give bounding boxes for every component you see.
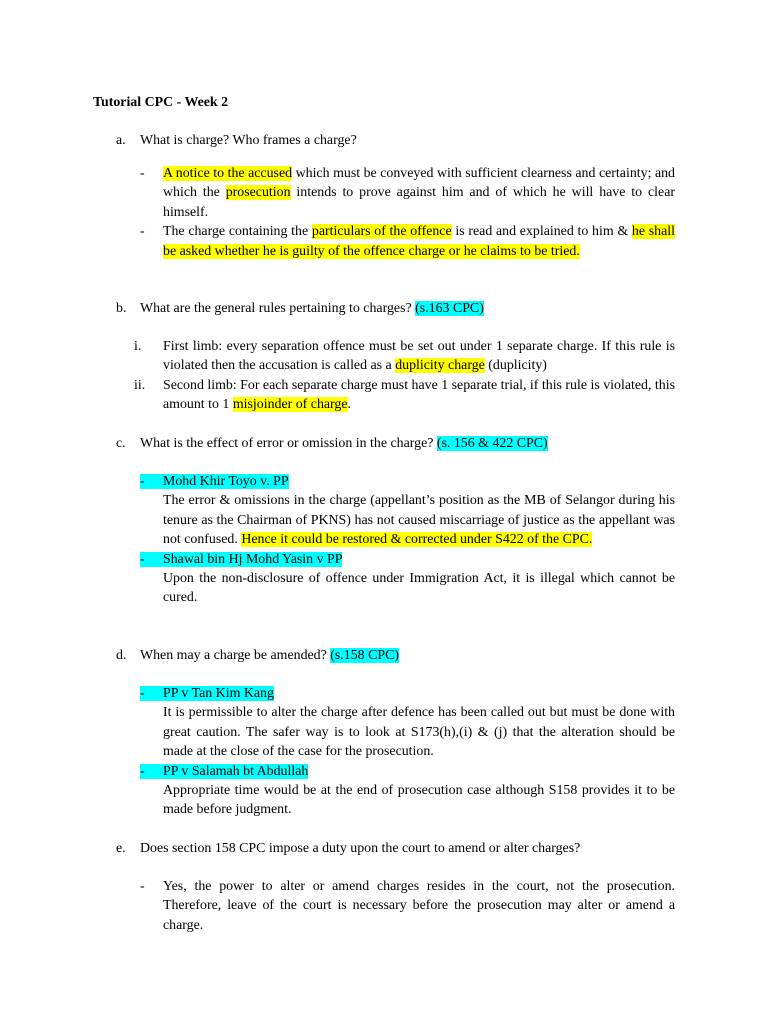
case-body xyxy=(140,781,675,820)
roman-item xyxy=(134,337,675,376)
case-body xyxy=(140,491,675,549)
bullet-dash: - xyxy=(140,166,145,181)
answer-d xyxy=(140,684,675,820)
highlight: he shall be asked whether he is guilty of the offence charge or he claims to be tried. xyxy=(163,224,675,259)
question-text: What are the general rules pertaining to charges? xyxy=(140,301,416,316)
roman-item xyxy=(134,376,675,415)
body-text: It is permissible to alter the charge after defence has been called out but must be done with great caution. The safer way is to look at S173(h),(i) & (j) that the alteration should be made at the close of the case for the prosecution. xyxy=(163,705,675,760)
answer-e xyxy=(140,877,675,935)
body-text: Upon the non-disclosure of offence under Immigration Act, it is illegal which cannot be cured. xyxy=(163,571,675,606)
highlight: Hence it could be restored & corrected under S422 of the CPC. xyxy=(241,532,593,548)
case-item xyxy=(140,684,675,703)
question-d xyxy=(116,646,399,665)
case-body xyxy=(140,703,675,761)
section-reference: (s.163 CPC) xyxy=(415,301,484,316)
question-b xyxy=(116,299,484,318)
body-text: (duplicity) xyxy=(484,358,547,374)
question-a xyxy=(116,131,357,150)
body-text: is read and explained to him & xyxy=(451,224,632,240)
question-label: c. xyxy=(116,436,126,451)
question-label: b. xyxy=(116,301,127,316)
body-text: which must be conveyed with sufficient clearness and certainty; and which the xyxy=(163,166,676,201)
bullet-dash: - xyxy=(140,879,145,894)
question-label: e. xyxy=(116,841,126,856)
body-text: Second limb: For each separate charge must have 1 separate trial, if this rule is violated, this amount to 1 xyxy=(163,377,675,413)
bullet-dash: - xyxy=(140,224,145,240)
answer-c xyxy=(140,472,675,608)
bullet-dash: - xyxy=(140,551,145,567)
question-label: d. xyxy=(116,648,127,663)
body-text: Yes, the power to alter or amend charges resides in the court, not the prosecution. Therefore, leave of the court is necessary before the prosecution may alter or amend a charge. xyxy=(163,879,675,933)
case-name: PP v Salamah bt Abdullah xyxy=(163,763,309,779)
body-text: First limb: every separation offence must be set out under 1 separate charge. If this rule is violated then the accusation is called as a xyxy=(163,339,675,374)
question-e xyxy=(116,839,580,858)
highlight: misjoinder of charge xyxy=(232,397,348,413)
answer-b xyxy=(134,337,675,415)
answer-a xyxy=(140,164,675,261)
roman-marker: ii. xyxy=(134,377,146,393)
bullet-item xyxy=(140,877,675,935)
case-name: Mohd Khir Toyo v. PP xyxy=(163,474,289,489)
body-text: . xyxy=(347,397,352,413)
roman-marker: i. xyxy=(134,339,142,354)
case-name: PP v Tan Kim Kang xyxy=(163,686,274,701)
question-text: What is the effect of error or omission in the charge? xyxy=(140,436,437,451)
highlight: prosecution xyxy=(225,185,291,201)
case-item xyxy=(140,762,675,781)
question-c xyxy=(116,434,548,453)
highlight: particulars of the offence xyxy=(311,224,452,240)
bullet-item xyxy=(140,164,675,222)
bullet-item xyxy=(140,222,675,261)
highlight: duplicity charge xyxy=(395,358,485,374)
case-body xyxy=(140,569,675,608)
body-text: intends to prove against him and of which he will have to clear himself. xyxy=(163,185,675,220)
body-text: The charge containing the xyxy=(163,224,312,240)
case-item xyxy=(140,550,675,569)
section-reference: (s.158 CPC) xyxy=(330,648,399,663)
highlight: A notice to the accused xyxy=(163,166,293,181)
body-text: Appropriate time would be at the end of prosecution case although S158 provides it to be made before judgment. xyxy=(163,783,675,818)
body-text: The error & omissions in the charge (appellant’s position as the MB of Selangor during his tenure as the Chairman of PKNS) has not caused miscarriage of justice as the appellant was not confused. xyxy=(163,493,675,548)
question-text: When may a charge be amended? xyxy=(140,648,331,663)
case-name: Shawal bin Hj Mohd Yasin v PP xyxy=(163,551,343,567)
document-title: Tutorial CPC - Week 2 xyxy=(93,95,229,110)
question-text: Does section 158 CPC impose a duty upon the court to amend or alter charges? xyxy=(140,841,581,856)
question-text: What is charge? Who frames a charge? xyxy=(140,133,357,148)
section-reference: (s. 156 & 422 CPC) xyxy=(436,436,548,451)
bullet-dash: - xyxy=(140,763,145,779)
question-label: a. xyxy=(116,133,126,148)
case-item xyxy=(140,472,675,491)
bullet-dash: - xyxy=(140,686,145,701)
bullet-dash: - xyxy=(140,474,145,489)
